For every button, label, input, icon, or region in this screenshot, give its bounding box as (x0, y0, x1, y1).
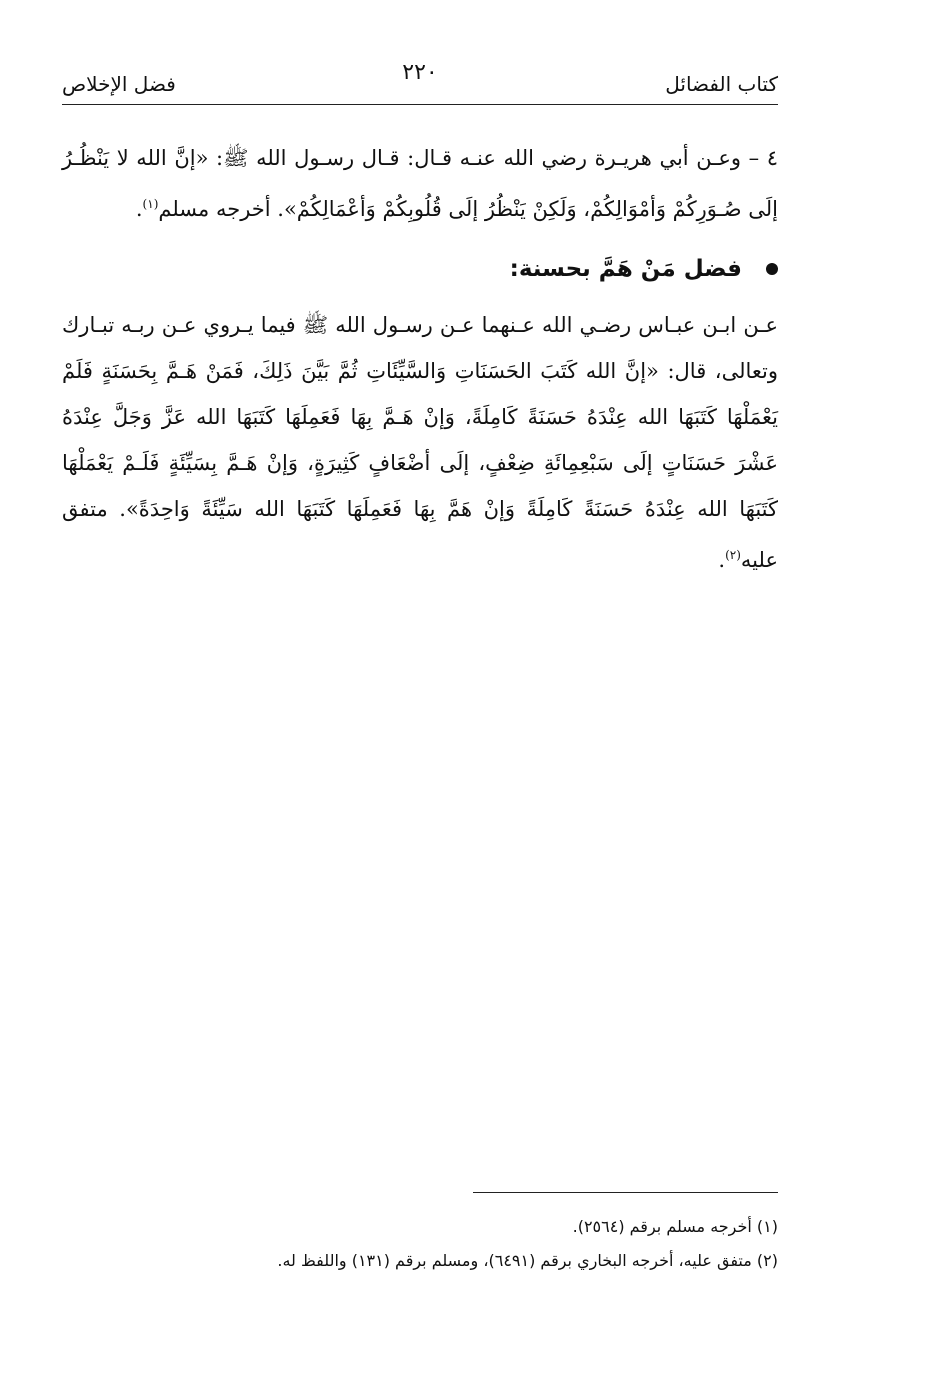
footnote-2: (٢) متفق عليه، أخرجه البخاري برقم (٦٤٩١)، ومسلم برقم (١٣١) واللفظ له. (277, 1251, 778, 1270)
footnote-1: (١) أخرجه مسلم برقم (٢٥٦٤). (572, 1217, 778, 1236)
hadith-4: ٤ – وعـن أبي هريـرة رضي الله عنـه قـال: قـال رسـول الله ﷺ: «إنَّ الله لا يَنْظُـرُ إلَى صُـوَرِكُمْ وَأمْوَالِكُمْ، وَلَكِنْ يَنْظُرُ إلَى قُلُوبِكُمْ وَأعْمَالِكُمْ». أخرجه مسلم$^{(١)}$. (62, 146, 778, 221)
hadith-ibn-abbas: عـن ابـن عبـاس رضـي الله عـنهما عـن رسـول الله ﷺ فيما يـروي عـن ربـه تبـارك وتعالى، قال: «إنَّ الله كَتَبَ الحَسَنَاتِ وَالسَّيِّئَاتِ ثُمَّ بَيَّنَ ذَلِكَ، فَمَنْ هَـمَّ بِحَسَنَةٍ فَلَمْ يَعْمَلْهَا كَتَبَهَا الله عِنْدَهُ حَسَنَةً كَامِلَةً، وَإنْ هَـمَّ بِهَا فَعَمِلَهَا كَتَبَهَا الله عَزَّ وَجَلَّ عِنْدَهُ عَشْرَ حَسَنَاتٍ إلَى سَبْعِمِائَةِ ضِعْفٍ، إلَى أضْعَافٍ كَثِيرَةٍ، وَإنْ هَـمَّ بِسَيِّئَةٍ فَلَـمْ يَعْمَلْهَا كَتَبَهَا الله عِنْدَهُ حَسَنَةً كَامِلَةً وَإنْ هَمَّ بِهَا فَعَمِلَهَا كَتَبَهَا الله سَيِّئَةً وَاحِدَةً». متفق عليه$^{(٢)}$. (62, 313, 778, 572)
page-header (62, 58, 778, 105)
hadith-ibn-abbas-text: عـن ابـن عبـاس رضـي الله عـنهما عـن رسـول الله ﷺ فيما يـروي عـن ربـه تبـارك وتعالى، قال: «إنَّ الله كَتَبَ الحَسَنَاتِ وَالسَّيِّئَاتِ ثُمَّ بَيَّنَ ذَلِكَ، فَمَنْ هَـمَّ بِحَسَنَةٍ فَلَمْ يَعْمَلْهَا كَتَبَهَا الله عِنْدَهُ حَسَنَةً كَامِلَةً، وَإنْ هَـمَّ بِهَا فَعَمِلَهَا كَتَبَهَا الله عَزَّ وَجَلَّ عِنْدَهُ عَشْرَ حَسَنَاتٍ إلَى سَبْعِمِائَةِ ضِعْفٍ، إلَى أضْعَافٍ كَثِيرَةٍ، وَإنْ هَـمَّ بِسَيِّئَةٍ فَلَـمْ يَعْمَلْهَا كَتَبَهَا الله عِنْدَهُ حَسَنَةً كَامِلَةً وَإنْ هَمَّ بِهَا فَعَمِلَهَا كَتَبَهَا الله سَيِّئَةً وَاحِدَةً». متفق عليه (62, 313, 778, 572)
footnote-ref-2: (٢) (725, 548, 741, 562)
chapter-title: فضل الإخلاص (62, 72, 176, 96)
page-body (62, 135, 778, 583)
section-heading-text: فضل مَنْ هَمَّ بحسنة: (509, 256, 742, 282)
bullet-icon (766, 263, 778, 275)
book-title: كتاب الفضائل (665, 72, 778, 96)
section-heading (62, 246, 778, 292)
page-number: ٢٢٠ (402, 60, 438, 85)
hadith-4-text: ٤ – وعـن أبي هريـرة رضي الله عنـه قـال: قـال رسـول الله ﷺ: «إنَّ الله لا يَنْظُـرُ إلَى صُـوَرِكُمْ وَأمْوَالِكُمْ، وَلَكِنْ يَنْظُرُ إلَى قُلُوبِكُمْ وَأعْمَالِكُمْ». أخرجه مسلم (62, 146, 778, 221)
footnotes (62, 1210, 778, 1278)
footnote-ref-1: (١) (142, 197, 159, 211)
footnote-divider (473, 1192, 778, 1193)
